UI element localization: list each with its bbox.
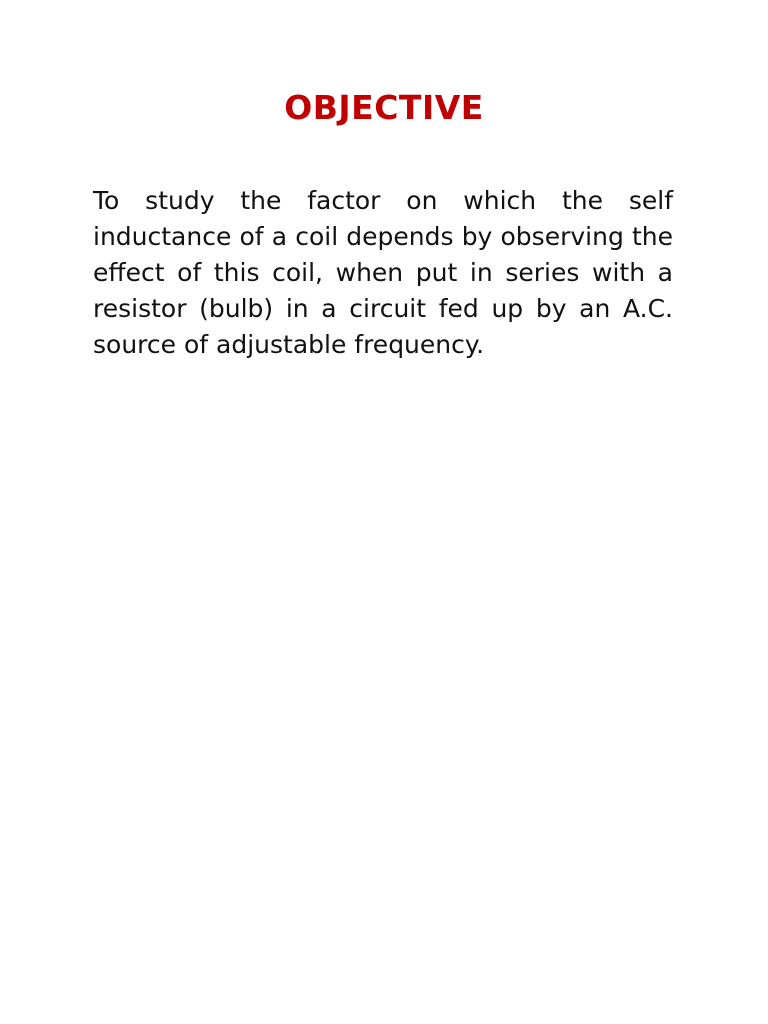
page-title: OBJECTIVE bbox=[284, 88, 484, 127]
objective-paragraph: To study the factor on which the self inductance of a coil depends by observing the effect of this coil, when put in series with a resistor (bulb) in a circuit fed up by an A.C. source of adjustable frequency. bbox=[93, 186, 673, 359]
